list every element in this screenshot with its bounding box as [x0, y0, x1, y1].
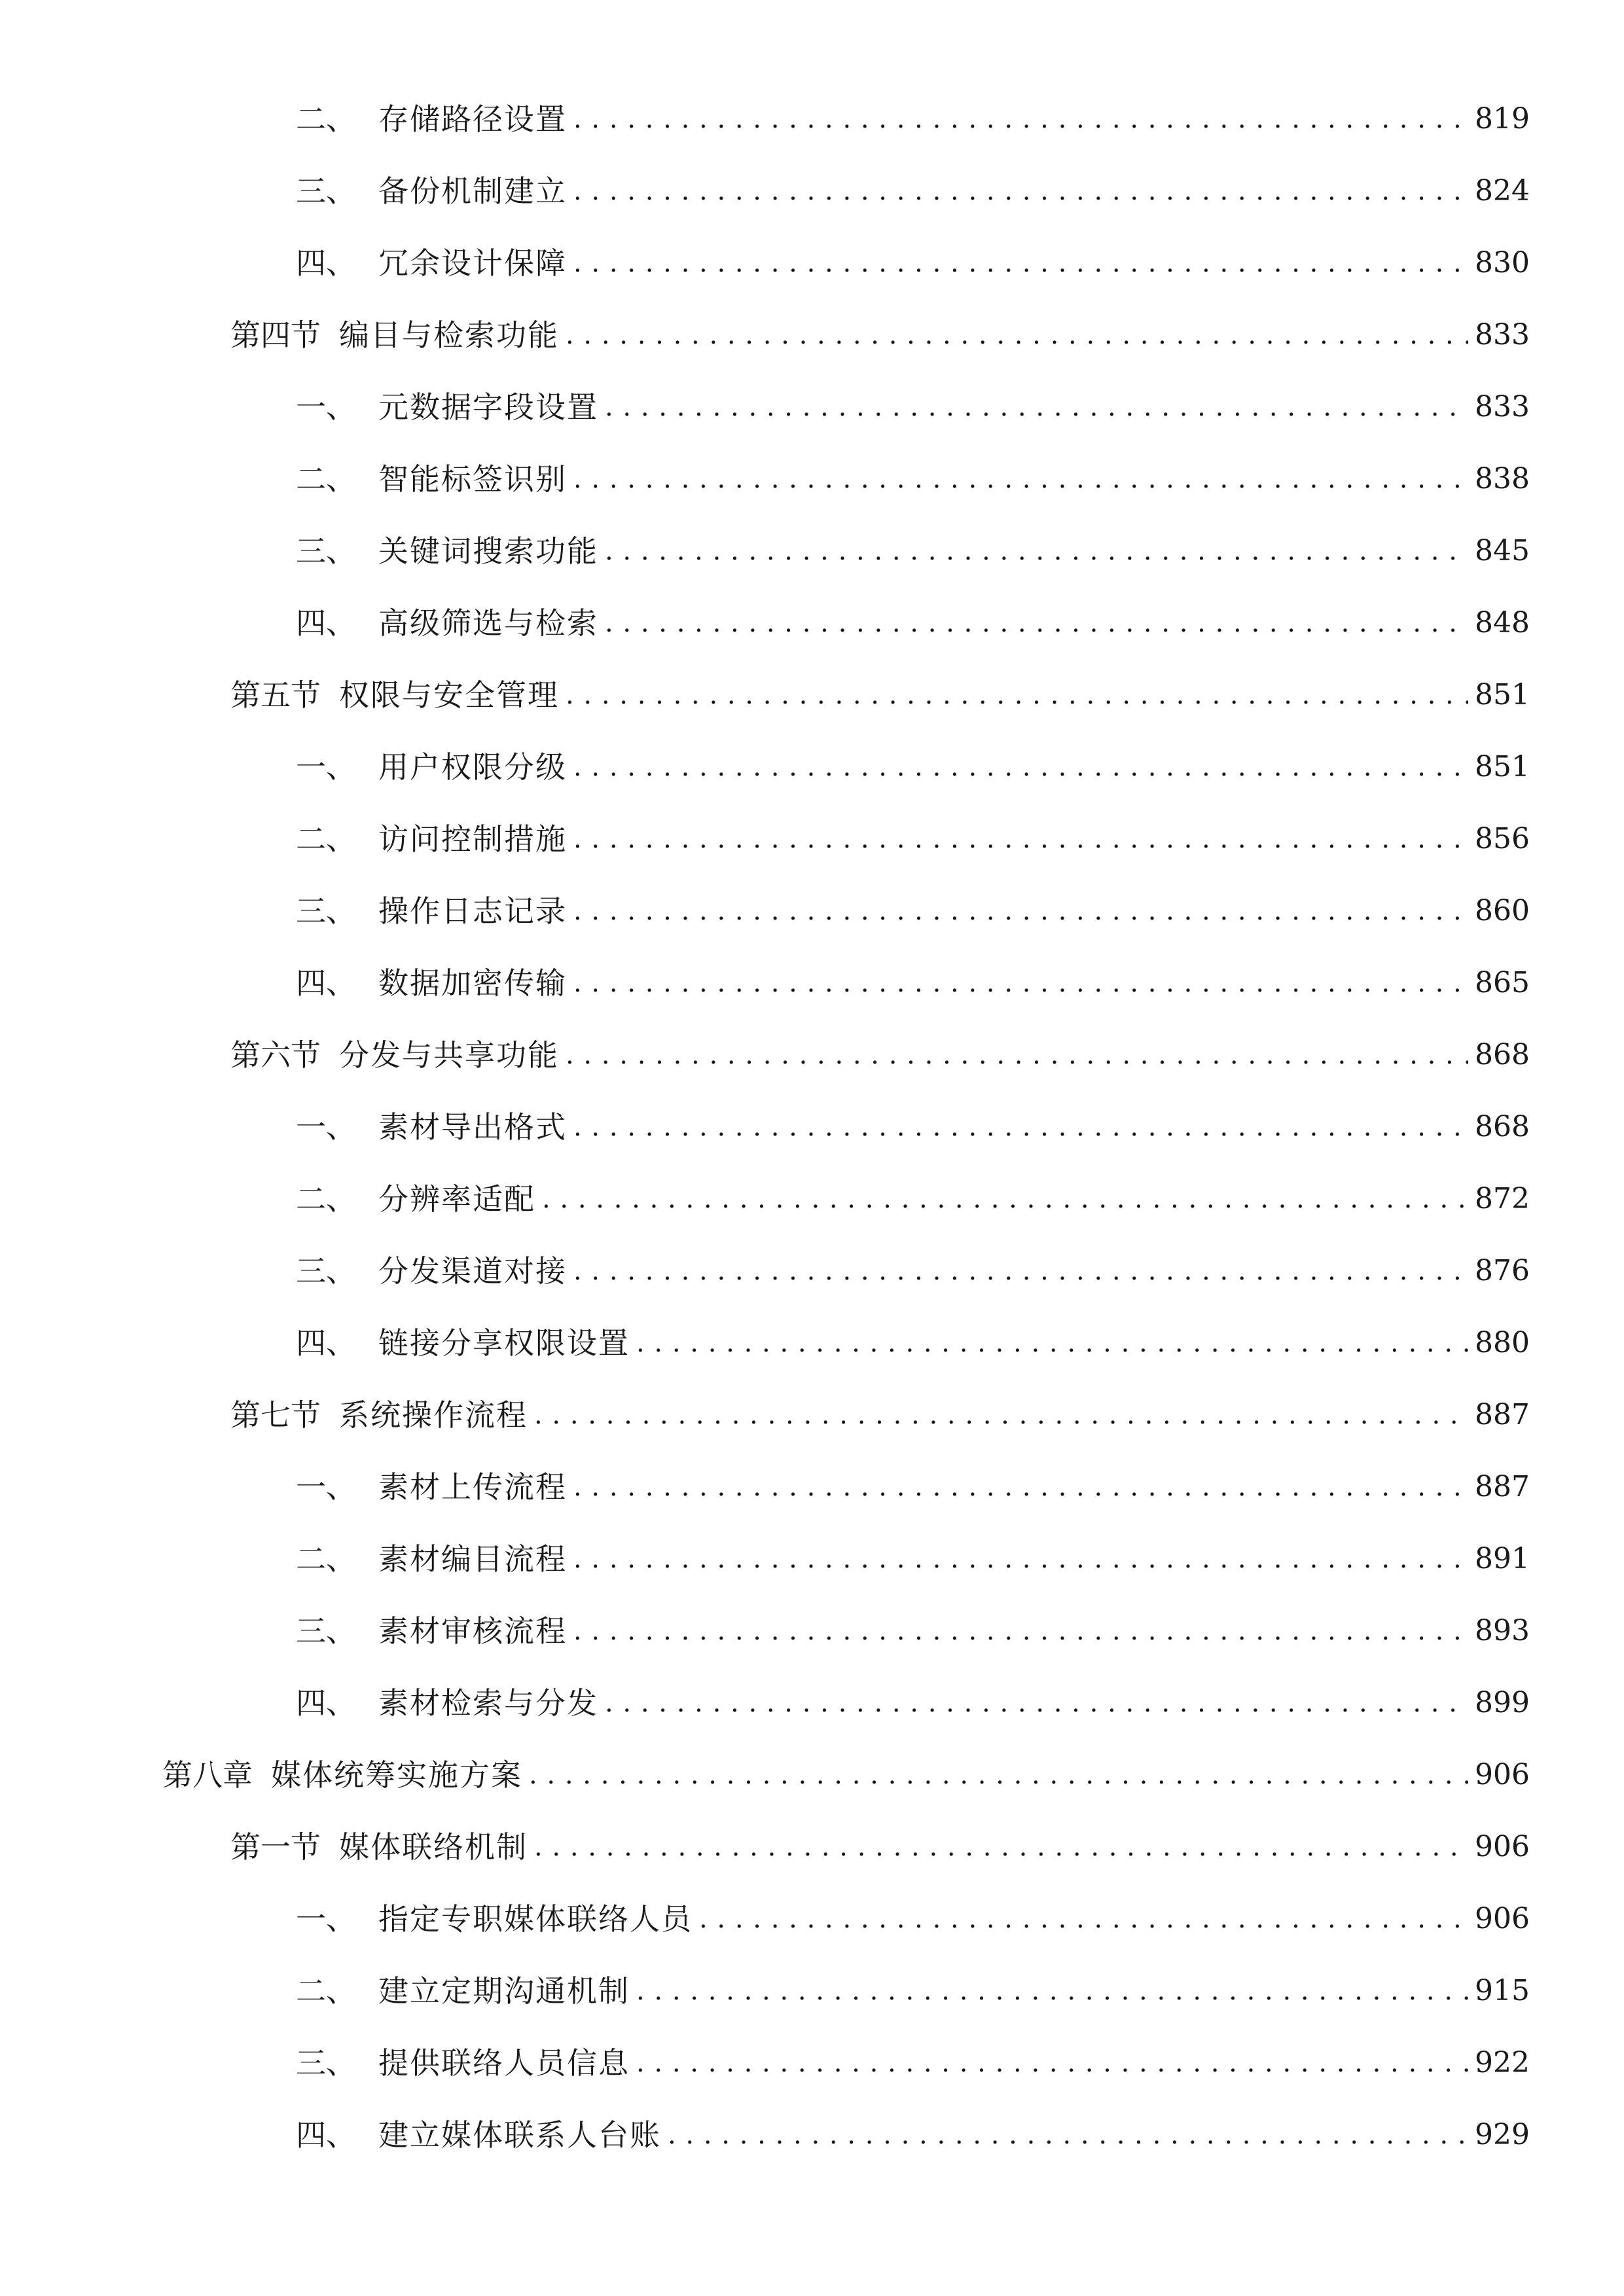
toc-entry-number: 二、	[296, 821, 356, 857]
toc-dot-leader	[534, 1821, 1468, 1873]
toc-entry-number: 二、	[296, 101, 356, 137]
toc-entry-page: 830	[1475, 246, 1530, 279]
toc-dot-leader	[566, 309, 1468, 361]
toc-entry[interactable]	[0, 525, 1530, 577]
toc-entry-title: 素材编目流程	[378, 1541, 567, 1577]
toc-entry[interactable]	[0, 1029, 1530, 1081]
toc-entry-page: 929	[1475, 2118, 1530, 2151]
toc-entry-page: 819	[1475, 102, 1530, 135]
toc-dot-leader	[636, 2037, 1468, 2089]
toc-dot-leader	[566, 1029, 1468, 1081]
toc-entry-title: 用户权限分级	[378, 749, 567, 785]
toc-entry[interactable]	[0, 669, 1530, 721]
toc-entry-page: 891	[1475, 1542, 1530, 1575]
toc-entry-number: 第四节	[230, 317, 321, 353]
toc-entry-page: 893	[1475, 1614, 1530, 1647]
toc-entry-title: 智能标签识别	[378, 461, 567, 497]
toc-dot-leader	[573, 93, 1468, 145]
toc-entry[interactable]	[0, 2037, 1530, 2089]
toc-entry[interactable]	[0, 453, 1530, 505]
toc-entry-number: 第一节	[230, 1829, 321, 1865]
toc-entry[interactable]	[0, 1677, 1530, 1729]
toc-dot-leader	[529, 1749, 1468, 1801]
toc-entry-title: 分发渠道对接	[378, 1253, 567, 1289]
toc-entry-title: 关键词搜索功能	[378, 533, 598, 569]
toc-entry-title: 建立定期沟通机制	[378, 1973, 630, 2009]
toc-entry[interactable]	[0, 1173, 1530, 1225]
toc-entry-title: 素材审核流程	[378, 1613, 567, 1649]
toc-entry-page: 824	[1475, 174, 1530, 207]
toc-entry-page: 838	[1475, 462, 1530, 495]
toc-dot-leader	[542, 1173, 1468, 1225]
toc-entry-title: 数据加密传输	[378, 965, 567, 1001]
toc-entry[interactable]	[0, 1245, 1530, 1297]
toc-dot-leader	[573, 741, 1468, 793]
toc-entry-number: 一、	[296, 1901, 356, 1937]
toc-entry-number: 四、	[296, 2117, 356, 2153]
toc-entry-number: 三、	[296, 533, 356, 569]
toc-dot-leader	[573, 237, 1468, 289]
toc-entry-number: 四、	[296, 1325, 356, 1361]
toc-entry[interactable]	[0, 2109, 1530, 2161]
toc-entry-page: 851	[1475, 750, 1530, 783]
toc-entry-title: 分发与共享功能	[339, 1037, 559, 1073]
toc-entry-title: 提供联络人员信息	[378, 2045, 630, 2081]
toc-entry-page: 906	[1475, 1902, 1530, 1935]
toc-entry-page: 860	[1475, 894, 1530, 927]
toc-entry-page: 887	[1475, 1470, 1530, 1503]
toc-entry[interactable]	[0, 237, 1530, 289]
toc-dot-leader	[699, 1893, 1468, 1945]
toc-entry-number: 四、	[296, 965, 356, 1001]
toc-entry[interactable]	[0, 381, 1530, 433]
toc-dot-leader	[668, 2109, 1468, 2161]
toc-entry-number: 第六节	[230, 1037, 321, 1073]
toc-entry-page: 833	[1475, 318, 1530, 351]
toc-entry-number: 三、	[296, 893, 356, 929]
toc-entry-page: 833	[1475, 390, 1530, 423]
toc-dot-leader	[605, 1677, 1468, 1729]
toc-entry-title: 冗余设计保障	[378, 245, 567, 281]
toc-entry-title: 建立媒体联系人台账	[378, 2117, 661, 2153]
toc-entry-number: 二、	[296, 461, 356, 497]
toc-dot-leader	[636, 1317, 1468, 1369]
toc-entry-number: 一、	[296, 389, 356, 425]
toc-entry-title: 存储路径设置	[378, 101, 567, 137]
toc-entry-title: 系统操作流程	[339, 1397, 528, 1433]
toc-entry[interactable]	[0, 309, 1530, 361]
toc-entry-number: 三、	[296, 1613, 356, 1649]
toc-entry-number: 第七节	[230, 1397, 321, 1433]
toc-entry-number: 三、	[296, 173, 356, 209]
toc-entry-title: 媒体统筹实施方案	[271, 1757, 522, 1793]
toc-entry[interactable]	[0, 1605, 1530, 1657]
toc-entry-page: 880	[1475, 1326, 1530, 1359]
toc-entry-page: 922	[1475, 2046, 1530, 2079]
toc-entry-title: 素材上传流程	[378, 1469, 567, 1505]
toc-entry-page: 887	[1475, 1398, 1530, 1431]
toc-entry-title: 指定专职媒体联络人员	[378, 1901, 693, 1937]
toc-entry-page: 899	[1475, 1686, 1530, 1719]
toc-entry-number: 一、	[296, 1469, 356, 1505]
toc-dot-leader	[605, 381, 1468, 433]
toc-entry-title: 高级筛选与检索	[378, 605, 598, 641]
toc-entry[interactable]	[0, 1101, 1530, 1153]
toc-entry-page: 915	[1475, 1974, 1530, 2007]
toc-entry-title: 备份机制建立	[378, 173, 567, 209]
toc-entry-page: 856	[1475, 822, 1530, 855]
toc-entry[interactable]	[0, 1461, 1530, 1513]
toc-entry-number: 四、	[296, 605, 356, 641]
toc-entry[interactable]	[0, 1965, 1530, 2017]
toc-entry-page: 845	[1475, 534, 1530, 567]
toc-entry-number: 四、	[296, 1685, 356, 1721]
toc-entry[interactable]	[0, 1533, 1530, 1585]
toc-entry-title: 元数据字段设置	[378, 389, 598, 425]
toc-entry[interactable]	[0, 885, 1530, 937]
toc-dot-leader	[573, 1533, 1468, 1585]
toc-entry-title: 操作日志记录	[378, 893, 567, 929]
toc-entry-number: 二、	[296, 1181, 356, 1217]
toc-dot-leader	[534, 1389, 1468, 1441]
toc-entry[interactable]	[0, 1317, 1530, 1369]
toc-entry-number: 二、	[296, 1541, 356, 1577]
toc-entry-number: 三、	[296, 1253, 356, 1289]
toc-dot-leader	[573, 885, 1468, 937]
toc-entry-page: 848	[1475, 606, 1530, 639]
toc-dot-leader	[573, 1101, 1468, 1153]
toc-dot-leader	[573, 165, 1468, 217]
toc-entry[interactable]	[0, 1893, 1530, 1945]
toc-entry[interactable]	[0, 165, 1530, 217]
toc-dot-leader	[573, 453, 1468, 505]
toc-entry-number: 一、	[296, 749, 356, 785]
toc-entry[interactable]	[0, 957, 1530, 1009]
toc-entry-page: 868	[1475, 1038, 1530, 1071]
toc-entry-title: 权限与安全管理	[339, 677, 559, 713]
toc-dot-leader	[573, 813, 1468, 865]
toc-entry-number: 第五节	[230, 677, 321, 713]
toc-dot-leader	[605, 597, 1468, 649]
toc-entry-title: 分辨率适配	[378, 1181, 535, 1217]
toc-entry-page: 906	[1475, 1758, 1530, 1791]
toc-entry-title: 素材检索与分发	[378, 1685, 598, 1721]
toc-entry-title: 访问控制措施	[378, 821, 567, 857]
toc-entry-page: 876	[1475, 1254, 1530, 1287]
toc-entry-page: 868	[1475, 1110, 1530, 1143]
toc-dot-leader	[573, 1605, 1468, 1657]
toc-entry[interactable]	[0, 741, 1530, 793]
toc-entry-title: 素材导出格式	[378, 1109, 567, 1145]
toc-entry[interactable]	[0, 597, 1530, 649]
toc-dot-leader	[566, 669, 1468, 721]
toc-entry[interactable]	[0, 1821, 1530, 1873]
toc-entry-page: 906	[1475, 1830, 1530, 1863]
toc-entry-title: 链接分享权限设置	[378, 1325, 630, 1361]
toc-entry[interactable]	[0, 93, 1530, 145]
toc-entry[interactable]	[0, 1389, 1530, 1441]
toc-dot-leader	[573, 1461, 1468, 1513]
toc-entry-title: 媒体联络机制	[339, 1829, 528, 1865]
toc-dot-leader	[636, 1965, 1468, 2017]
toc-entry-page: 872	[1475, 1182, 1530, 1215]
toc-dot-leader	[573, 957, 1468, 1009]
toc-entry-number: 第八章	[162, 1757, 253, 1793]
toc-entry-title: 编目与检索功能	[339, 317, 559, 353]
toc-dot-leader	[573, 1245, 1468, 1297]
toc-entry-page: 851	[1475, 678, 1530, 711]
toc-entry[interactable]	[0, 1749, 1530, 1801]
toc-entry-page: 865	[1475, 966, 1530, 999]
toc-dot-leader	[605, 525, 1468, 577]
toc-entry-number: 三、	[296, 2045, 356, 2081]
toc-entry-number: 一、	[296, 1109, 356, 1145]
toc-entry-number: 四、	[296, 245, 356, 281]
toc-entry[interactable]	[0, 813, 1530, 865]
toc-entry-number: 二、	[296, 1973, 356, 2009]
